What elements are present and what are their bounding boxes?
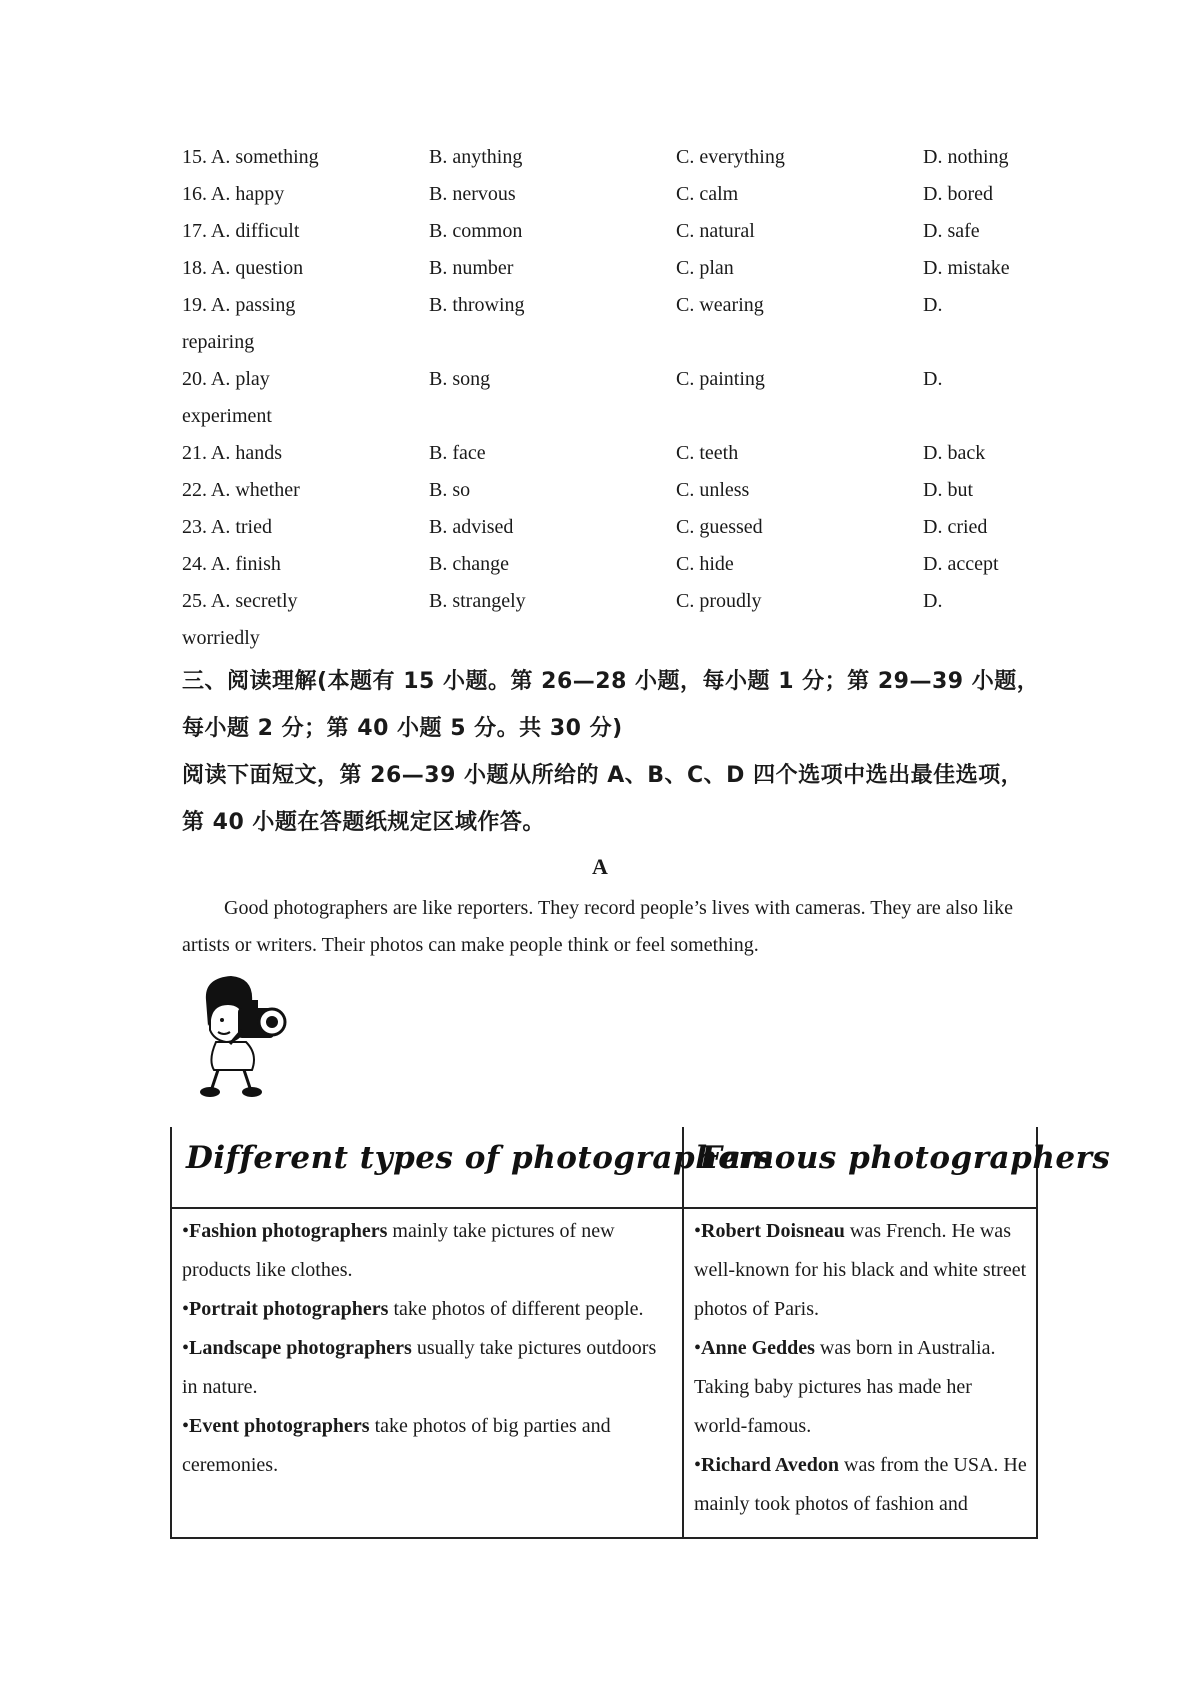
option-a: 23. A. tried (182, 516, 272, 538)
option-c: C. guessed (676, 516, 763, 538)
option-row-20 (182, 368, 1032, 404)
option-a: 22. A. whether (182, 479, 300, 501)
list-item (694, 1212, 1030, 1329)
item-term: Fashion photographers (189, 1220, 388, 1242)
option-row-18 (182, 257, 1032, 293)
item-term: Event photographers (189, 1415, 370, 1437)
option-b: B. advised (429, 516, 514, 538)
option-c: C. unless (676, 479, 750, 501)
option-a: 17. A. difficult (182, 220, 300, 242)
option-a: 18. A. question (182, 257, 304, 279)
option-d-continuation: worriedly (182, 627, 260, 649)
table-heading-types: Different types of photographers (186, 1140, 774, 1176)
option-a: 16. A. happy (182, 183, 285, 205)
photographer-cartoon-icon (186, 970, 296, 1102)
option-a: 24. A. finish (182, 553, 281, 575)
section-heading-line-2: 每小题 2 分；第 40 小题 5 分。共 30 分) (182, 716, 623, 741)
item-term: Robert Doisneau (701, 1220, 845, 1242)
option-c: C. painting (676, 368, 765, 390)
famous-column (694, 1212, 1030, 1524)
option-b: B. throwing (429, 294, 525, 316)
section-instructions-line-1: 阅读下面短文，第 26—39 小题从所给的 A、B、C、D 四个选项中选出最佳选项， (182, 763, 1024, 788)
option-d: D. back (923, 442, 986, 464)
option-d: D. safe (923, 220, 980, 242)
option-d: D. (923, 368, 943, 390)
list-item (182, 1290, 672, 1329)
option-row-22 (182, 479, 1032, 515)
item-text: take photos of different people. (388, 1298, 644, 1320)
option-c: C. hide (676, 553, 734, 575)
option-d: D. but (923, 479, 973, 501)
table-header-rule (170, 1207, 1038, 1209)
option-row-16 (182, 183, 1032, 219)
option-d-continuation: repairing (182, 331, 255, 353)
option-a: 19. A. passing (182, 294, 296, 316)
option-b: B. strangely (429, 590, 526, 612)
option-row-25 (182, 590, 1032, 626)
section-instructions-line-2: 第 40 小题在答题纸规定区域作答。 (182, 810, 545, 835)
option-c: C. plan (676, 257, 734, 279)
option-c: C. wearing (676, 294, 764, 316)
item-text: mainly take pictures of new products like clothes. (182, 1220, 615, 1281)
option-b: B. face (429, 442, 486, 464)
list-item (694, 1329, 1030, 1446)
option-c: C. calm (676, 183, 739, 205)
option-b: B. song (429, 368, 491, 390)
item-text: was French. He was well-known for his black and white street photos of Paris. (694, 1220, 1027, 1320)
option-d: D. bored (923, 183, 993, 205)
option-a: 25. A. secretly (182, 590, 298, 612)
list-item (182, 1212, 672, 1290)
option-c: C. proudly (676, 590, 762, 612)
list-item (694, 1446, 1030, 1524)
table-heading-famous: Famous photographers (700, 1140, 1111, 1176)
item-text: was from the USA. He mainly took photos of fashion and (694, 1454, 1027, 1515)
item-term: Richard Avedon (701, 1454, 839, 1476)
option-row-21 (182, 442, 1032, 478)
option-c: C. natural (676, 220, 755, 242)
passage-intro (182, 890, 1042, 964)
table-left-rule (170, 1127, 172, 1207)
passage-title: A (592, 854, 608, 879)
option-row-17 (182, 220, 1032, 256)
option-b: B. change (429, 553, 509, 575)
option-b: B. common (429, 220, 523, 242)
item-term: Landscape photographers (189, 1337, 412, 1359)
option-d: D. (923, 590, 943, 612)
list-item (182, 1329, 672, 1407)
table-column-divider (682, 1127, 684, 1539)
option-row-24 (182, 553, 1032, 589)
option-a: 20. A. play (182, 368, 270, 390)
option-c: C. teeth (676, 442, 739, 464)
option-b: B. so (429, 479, 471, 501)
item-text: take photos of big parties and ceremonies. (182, 1415, 611, 1476)
option-row-19 (182, 294, 1032, 330)
types-column (182, 1212, 672, 1485)
item-text: was born in Australia. Taking baby pictures has made her world-famous. (694, 1337, 996, 1437)
option-c: C. everything (676, 146, 785, 168)
option-b: B. number (429, 257, 514, 279)
item-text: usually take pictures outdoors in nature. (182, 1337, 657, 1398)
item-term: Portrait photographers (189, 1298, 389, 1320)
option-a: 15. A. something (182, 146, 319, 168)
item-term: Anne Geddes (701, 1337, 815, 1359)
option-d: D. (923, 294, 943, 316)
option-a: 21. A. hands (182, 442, 282, 464)
option-d-continuation: experiment (182, 405, 272, 427)
option-row-23 (182, 516, 1032, 552)
passage-intro-text: Good photographers are like reporters. They record people’s lives with cameras. They are also like artists or writers. Their photos can make people think or feel something. (182, 897, 1013, 956)
option-b: B. anything (429, 146, 523, 168)
option-d: D. mistake (923, 257, 1010, 279)
option-b: B. nervous (429, 183, 516, 205)
option-row-15 (182, 146, 1032, 182)
option-d: D. accept (923, 553, 999, 575)
list-item (182, 1407, 672, 1485)
option-d: D. cried (923, 516, 988, 538)
section-heading-line-1: 三、阅读理解(本题有 15 小题。第 26—28 小题，每小题 1 分；第 29—39 小题， (182, 669, 1040, 694)
option-d: D. nothing (923, 146, 1009, 168)
